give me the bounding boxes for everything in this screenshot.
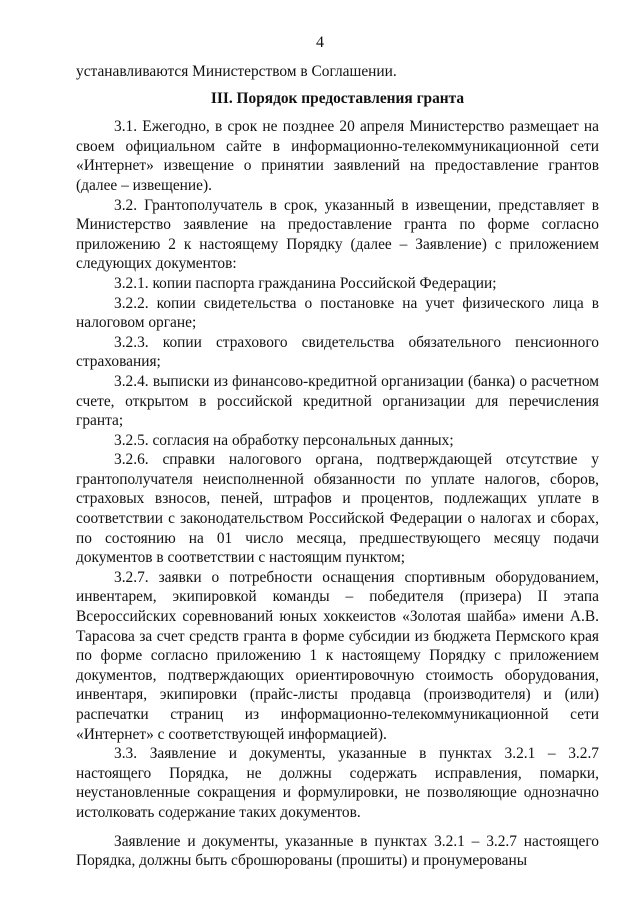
section-heading: III. Порядок предоставления гранта <box>210 89 465 107</box>
paragraph-3-1: 3.1. Ежегодно, в срок не позднее 20 апреля Министерство размещает на своем официальном сайте в информационно-телекоммуникационной сети «Интернет» извещение о принятии заявлений на предоставление грантов (далее – извещение). <box>76 118 599 194</box>
paragraph-3-3: 3.3. Заявление и документы, указанные в пунктах 3.2.1 – 3.2.7 настоящего Порядка, не должны содержать исправления, помарки, неустановленные сокращения и формулировки, не позволяющие однозначно истолковать содержание таких документов. <box>76 745 599 821</box>
paragraph-binding-requirements: Заявление и документы, указанные в пунктах 3.2.1 – 3.2.7 настоящего Порядка, должны быть сброшюрованы (прошиты) и пронумерованы <box>76 832 599 870</box>
paragraph-3-2-4: 3.2.4. выписки из финансово-кредитной организации (банка) о расчетном счете, открытом в российской кредитной организации для перечисления гранта; <box>76 372 599 430</box>
paragraph-3-2: 3.2. Грантополучатель в срок, указанный в извещении, представляет в Министерство заявление на предоставление гранта по форме согласно приложению 2 к настоящему Порядку (далее – Заявление) с приложением следующих документов: <box>76 196 599 273</box>
paragraph-3-2-1: 3.2.1. копии паспорта гражданина Российской Федерации; <box>114 274 497 292</box>
paragraph-3-2-2: 3.2.2. копии свидетельства о постановке на учет физического лица в налоговом органе; <box>76 294 599 332</box>
paragraph-3-2-6: 3.2.6. справки налогового органа, подтверждающей отсутствие у грантополучателя неисполненной обязанности по уплате налогов, сборов, страховых взносов, пеней, штрафов и процентов, подлежащих уплате в соответствии с законодательством Российской Федерации о налогах и сборах, по состоянию на 01 число месяца, предшествующего месяцу подачи документов в соответствии с настоящим пунктом; <box>76 451 599 567</box>
document-body <box>76 62 599 871</box>
paragraph-gap <box>76 823 599 832</box>
continuation-text: устанавливаются Министерством в Соглашении. <box>76 63 397 80</box>
paragraph-3-2-3: 3.2.3. копии страхового свидетельства обязательного пенсионного страхования; <box>76 333 599 371</box>
paragraph-3-2-7: 3.2.7. заявки о потребности оснащения спортивным оборудованием, инвентарем, экипировкой команды – победителя (призера) II этапа Всероссийских соревнований юных хоккеистов «Золотая шайба» имени А.В. Тарасова за счет средств гранта в форме субсидии из бюджета Пермского края по форме согласно приложению 1 к настоящему Порядку с приложением документов, подтверждающих ориентировочную стоимость оборудования, инвентаря, экипировки (прайс-листы продавца (производителя) и (или) распечатки страниц из информационно-телекоммуникационной сети «Интернет» с соответствующей информацией). <box>76 568 599 743</box>
page-number: 4 <box>316 34 324 51</box>
paragraph-3-2-5: 3.2.5. согласия на обработку персональных данных; <box>114 431 454 449</box>
